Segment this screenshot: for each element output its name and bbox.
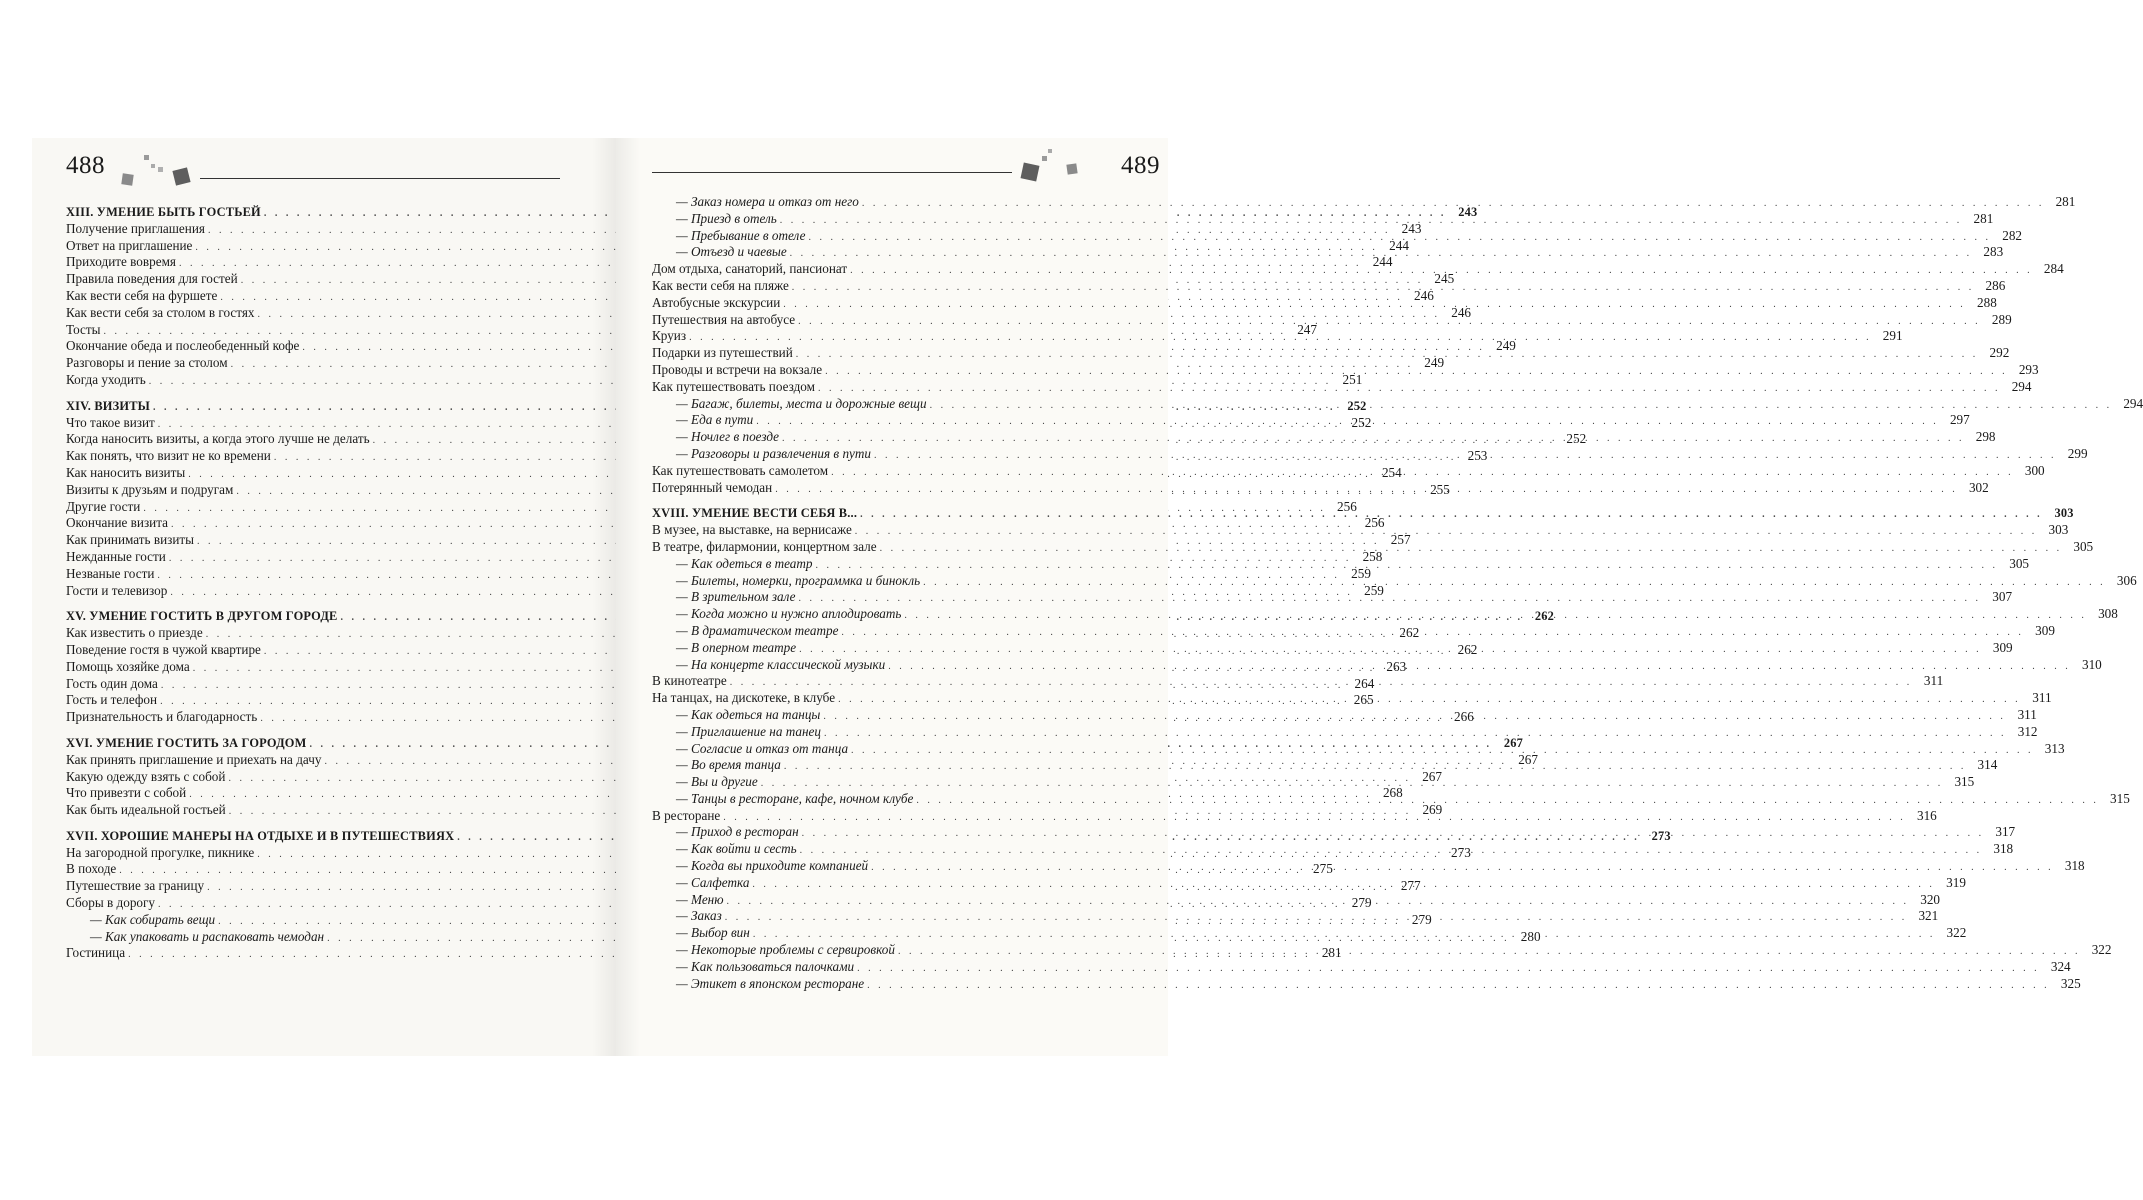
entry-title: Получение приглашения	[66, 220, 205, 236]
entry-title: Что такое визит	[66, 414, 155, 430]
entry-page-number: 256	[1337, 498, 1357, 514]
entry-page-number: 253	[1467, 448, 1488, 464]
dot-leader	[784, 759, 1967, 776]
dot-leader	[824, 726, 2007, 743]
entry-title: Признательность и благодарность	[66, 709, 258, 725]
entry-page-number: 264	[1354, 675, 1375, 691]
dot-leader	[689, 330, 1872, 347]
dot-leader	[816, 558, 1999, 575]
entry-page-number: 269	[1422, 802, 1443, 818]
entry-title: Ответ на приглашение	[66, 237, 193, 253]
dot-leader	[783, 297, 1966, 314]
dot-leader	[904, 608, 2087, 625]
entry-title: Гости и телевизор	[66, 582, 168, 598]
entry-title: Нежданные гости	[66, 548, 166, 564]
entry-title: В музее, на выставке, на вернисаже	[652, 522, 852, 538]
dot-leader	[880, 541, 2063, 558]
entry-title: — Заказ	[676, 908, 722, 924]
entry-page-number: 284	[2043, 261, 2064, 277]
entry-page-number: 286	[1985, 277, 2006, 293]
dot-leader	[790, 246, 1973, 263]
dot-leader	[761, 776, 1944, 793]
entry-page-number: 252	[1347, 398, 1367, 413]
entry-title: Как путешествовать самолетом	[652, 462, 829, 478]
dot-leader	[818, 381, 2001, 398]
entry-title: Приходите вовремя	[66, 254, 176, 270]
entry-page-number: 305	[2073, 538, 2094, 554]
toc-subentry	[652, 975, 2081, 993]
entry-page-number: 267	[1503, 735, 1524, 750]
decor-square	[1042, 156, 1047, 161]
entry-title: Другие гости	[66, 498, 141, 514]
entry-title: Тосты	[66, 321, 101, 337]
entry-page-number: 267	[1518, 751, 1538, 767]
entry-title: Как принимать визиты	[66, 532, 195, 548]
entry-title: Подарки из путешествий	[652, 345, 793, 361]
entry-page-number: 267	[1422, 768, 1442, 784]
entry-page-number: 316	[1916, 807, 1937, 823]
dot-leader	[860, 507, 2043, 524]
entry-title: Как путешествовать поездом	[652, 378, 815, 394]
entry-title: Как вести себя на пляже	[652, 277, 789, 293]
entry-title: В походе	[66, 861, 117, 877]
entry-title: — Багаж, билеты, места и дорожные вещи	[676, 395, 927, 411]
dot-leader	[782, 431, 1965, 448]
entry-page-number: 252	[1566, 431, 1587, 447]
toc-subentry	[652, 194, 2076, 211]
entry-page-number: 266	[1454, 709, 1474, 725]
entry-title: — Ночлег в поезде	[676, 429, 780, 445]
entry-page-number: 247	[1297, 321, 1317, 337]
dot-leader	[730, 675, 1913, 692]
entry-page-number: 281	[1321, 945, 1342, 961]
dot-leader	[841, 625, 2024, 642]
dot-leader	[799, 591, 1982, 608]
dot-leader	[775, 482, 1958, 499]
entry-title: — Как упаковать и распаковать чемодан	[90, 928, 325, 944]
entry-page-number: 310	[2081, 656, 2102, 672]
entry-title: — Приезд в отель	[676, 210, 777, 226]
entry-title: Окончание визита	[66, 515, 168, 531]
decor-square	[1048, 149, 1052, 153]
entry-page-number: 268	[1382, 785, 1403, 801]
dot-leader	[780, 213, 1963, 230]
entry-title: XIV. ВИЗИТЫ	[66, 398, 151, 413]
entry-title: На танцах, на дискотеке, в клубе	[652, 690, 836, 706]
entry-page-number: 256	[1364, 515, 1385, 531]
entry-page-number: 243	[1458, 205, 1478, 219]
page-number: 488	[66, 152, 105, 179]
entry-page-number: 313	[2044, 740, 2065, 756]
dot-leader	[898, 944, 2081, 961]
entry-title: — Согласие и отказ от танца	[676, 740, 849, 756]
dot-leader	[862, 196, 2045, 213]
entry-title: Поведение гостя в чужой квартире	[66, 641, 261, 657]
entry-page-number: 325	[2060, 975, 2081, 991]
entry-page-number: 273	[1651, 828, 1671, 843]
dot-leader	[799, 642, 1982, 659]
header-rule	[200, 178, 560, 179]
dot-leader	[796, 347, 1979, 364]
entry-title: — Меню	[676, 891, 724, 907]
decor-square	[144, 155, 149, 160]
dot-leader	[809, 230, 1992, 247]
entry-page-number: 314	[1977, 757, 1998, 773]
entry-page-number: 303	[2054, 506, 2074, 521]
entry-page-number: 306	[2116, 572, 2137, 588]
entry-page-number: 273	[1451, 844, 1471, 860]
entry-title: — Вы и другие	[676, 774, 758, 790]
entry-title: — Салфетка	[676, 874, 750, 890]
entry-page-number: 275	[1313, 861, 1333, 877]
dot-leader	[800, 843, 1983, 860]
decor-square	[1066, 163, 1077, 174]
entry-page-number: 292	[1989, 345, 2010, 361]
entry-page-number: 246	[1414, 287, 1434, 303]
entry-page-number: 280	[1520, 928, 1541, 944]
entry-title: Как принять приглашение и приехать на дачу	[66, 751, 322, 767]
entry-page-number: 246	[1451, 304, 1472, 320]
entry-title: — Выбор вин	[676, 925, 750, 941]
entry-page-number: 254	[1381, 464, 1402, 480]
entry-page-number: 244	[1372, 254, 1393, 270]
entry-page-number: 279	[1351, 895, 1372, 911]
entry-page-number: 259	[1364, 582, 1384, 598]
entry-title: XVII. ХОРОШИЕ МАНЕРЫ НА ОТДЫХЕ И В ПУТЕШЕСТВИЯХ	[66, 828, 455, 843]
entry-title: Потерянный чемодан	[652, 479, 773, 495]
entry-title: — Как войти и сесть	[676, 841, 797, 857]
dot-leader	[725, 910, 1908, 927]
dot-leader	[888, 659, 2071, 676]
gutter-shadow	[616, 138, 640, 1056]
entry-page-number: 262	[1399, 625, 1420, 641]
entry-page-number: 302	[1968, 479, 1989, 495]
dot-leader	[823, 709, 2006, 726]
dot-leader	[857, 961, 2040, 978]
dot-leader	[727, 894, 1910, 911]
entry-page-number: 293	[2018, 361, 2039, 377]
entry-page-number: 249	[1496, 338, 1516, 354]
entry-title: — Как собирать вещи	[90, 911, 216, 927]
open-book	[32, 138, 2143, 1056]
entry-title: — Приход в ресторан	[676, 824, 799, 840]
dot-leader	[752, 877, 1935, 894]
entry-title: Как быть идеальной гостьей	[66, 802, 226, 818]
entry-title: Дом отдыха, санаторий, пансионат	[652, 261, 848, 277]
entry-title: Как наносить визиты	[66, 464, 186, 480]
entry-page-number: 281	[2055, 194, 2076, 209]
entry-title: Правила поведения для гостей	[66, 271, 238, 287]
decor-square	[172, 167, 190, 185]
entry-title: — На концерте классической музыки	[676, 656, 886, 672]
entry-page-number: 322	[1946, 925, 1967, 941]
entry-title: Когда наносить визиты, а когда этого лучше не делать	[66, 431, 370, 447]
entry-page-number: 311	[2017, 706, 2037, 722]
entry-page-number: 243	[1401, 220, 1422, 236]
entry-page-number: 288	[1977, 294, 1997, 310]
entry-page-number: 315	[1954, 774, 1975, 790]
entry-title: — Когда вы приходите компанией	[676, 858, 869, 874]
entry-title: — Билеты, номерки, программка и бинокль	[676, 572, 921, 588]
entry-page-number: 324	[2050, 958, 2071, 974]
entry-title: — Отъезд и чаевые	[676, 244, 787, 260]
entry-title: — Этикет в японском ресторане	[676, 975, 865, 991]
entry-title: Путешествие за границу	[66, 878, 205, 894]
entry-title: — Приглашение на танец	[676, 723, 822, 739]
entry-title: На загородной прогулке, пикнике	[66, 844, 255, 860]
entry-title: Что привезти с собой	[66, 785, 187, 801]
entry-title: XVIII. УМЕНИЕ ВЕСТИ СЕБЯ В...	[652, 506, 858, 521]
entry-title: В кинотеатре	[652, 673, 727, 689]
dot-leader	[850, 263, 2033, 280]
entry-page-number: 322	[2091, 942, 2112, 958]
entry-page-number: 282	[2002, 227, 2022, 243]
entry-title: Круиз	[652, 328, 687, 344]
entry-title: XIII. УМЕНИЕ БЫТЬ ГОСТЬЕЙ	[66, 205, 261, 219]
dot-leader	[756, 414, 1939, 431]
page-number: 489	[1121, 152, 1160, 179]
entry-page-number: 249	[1424, 355, 1445, 371]
entry-title: Как известить о приезде	[66, 625, 203, 641]
entry-title: Разговоры и пение за столом	[66, 355, 228, 371]
dot-leader	[867, 978, 2050, 995]
dot-leader	[753, 927, 1936, 944]
entry-title: В ресторане	[652, 807, 721, 823]
entry-title: Гость и телефон	[66, 692, 158, 708]
entry-page-number: 289	[1991, 311, 2012, 327]
entry-title: XV. УМЕНИЕ ГОСТИТЬ В ДРУГОМ ГОРОДЕ	[66, 609, 338, 624]
entry-title: Как вести себя на фуршете	[66, 287, 218, 303]
entry-title: Визиты к друзьям и подругам	[66, 481, 234, 497]
entry-page-number: 319	[1946, 874, 1966, 890]
entry-page-number: 320	[1920, 891, 1941, 907]
entry-title: — Некоторые проблемы с сервировкой	[676, 942, 895, 958]
entry-title: — Как одеться в театр	[676, 555, 813, 571]
entry-page-number: 297	[1949, 412, 1970, 428]
dot-leader	[851, 743, 2034, 760]
entry-title: Гостиница	[66, 945, 126, 961]
entry-page-number: 294	[2011, 378, 2032, 394]
entry-page-number: 311	[1923, 673, 1944, 689]
toc-subentry	[652, 958, 2071, 976]
dot-leader	[792, 280, 1975, 297]
entry-title: Проводы и встречи на вокзале	[652, 361, 823, 377]
entry-title: Незваные гости	[66, 565, 155, 581]
dot-leader	[855, 524, 2038, 541]
dot-leader	[871, 860, 2054, 877]
entry-page-number: 318	[1993, 841, 2014, 857]
entry-page-number: 308	[2098, 606, 2118, 622]
entry-page-number: 298	[1975, 429, 1996, 445]
entry-title: Помощь хозяйке дома	[66, 658, 190, 674]
entry-page-number: 279	[1411, 911, 1432, 927]
entry-page-number: 283	[1983, 244, 2004, 260]
entry-page-number: 263	[1386, 658, 1407, 674]
entry-page-number: 307	[1992, 589, 2013, 605]
dot-leader	[825, 364, 2008, 381]
entry-page-number: 262	[1457, 641, 1478, 657]
entry-page-number: 291	[1882, 328, 1903, 344]
decor-square	[1021, 163, 1040, 182]
dot-leader	[723, 810, 1906, 827]
dot-leader	[802, 826, 1985, 843]
entry-page-number: 258	[1362, 548, 1383, 564]
entry-title: — В оперном театре	[676, 639, 797, 655]
entry-page-number: 305	[2009, 555, 2030, 571]
entry-page-number: 244	[1389, 237, 1409, 253]
entry-page-number: 255	[1430, 481, 1450, 497]
entry-page-number: 257	[1390, 532, 1411, 548]
entry-page-number: 245	[1434, 271, 1455, 287]
entry-title: — В драматическом театре	[676, 622, 839, 638]
entry-page-number: 252	[1351, 414, 1372, 430]
entry-page-number: 277	[1400, 878, 1421, 894]
decor-square	[121, 173, 133, 185]
entry-title: Когда уходить	[66, 371, 146, 387]
entry-title: XVI. УМЕНИЕ ГОСТИТЬ ЗА ГОРОДОМ	[66, 735, 307, 750]
dot-leader	[874, 448, 2057, 465]
entry-title: — Пребывание в отеле	[676, 227, 806, 243]
entry-page-number: 317	[1995, 824, 2016, 840]
entry-title: Как вести себя за столом в гостях	[66, 304, 255, 320]
entry-page-number: 309	[2035, 622, 2055, 638]
entry-page-number: 300	[2024, 462, 2045, 478]
entry-page-number: 321	[1918, 908, 1939, 924]
entry-title: — Когда можно и нужно аплодировать	[676, 606, 902, 622]
toc-subentry	[652, 723, 2038, 741]
entry-title: — Во время танца	[676, 757, 781, 773]
entry-page-number: 265	[1353, 692, 1374, 708]
decor-square	[158, 167, 163, 172]
entry-title: — В зрительном зале	[676, 589, 796, 605]
entry-page-number: 294	[2123, 395, 2143, 411]
header-rule	[652, 172, 1012, 173]
entry-title: — Как одеться на танцы	[676, 706, 821, 722]
entry-page-number: 318	[2064, 858, 2085, 874]
entry-page-number: 259	[1351, 565, 1371, 581]
decor-square	[151, 164, 155, 168]
entry-page-number: 299	[2067, 445, 2088, 461]
dot-leader	[930, 398, 2113, 415]
entry-title: Как понять, что визит не ко времени	[66, 448, 271, 464]
dot-leader	[838, 692, 2021, 709]
entry-title: — Разговоры и развлечения в пути	[676, 445, 872, 461]
entry-title: Какую одежду взять с собой	[66, 768, 226, 784]
dot-leader	[923, 575, 2106, 592]
entry-page-number: 251	[1342, 371, 1363, 387]
entry-title: — Как пользоваться палочками	[676, 958, 855, 974]
entry-title: — Танцы в ресторане, кафе, ночном клубе	[676, 790, 914, 806]
entry-page-number: 309	[1992, 639, 2013, 655]
dot-leader	[798, 314, 1981, 331]
entry-page-number: 315	[2110, 790, 2130, 806]
entry-title: — Еда в пути	[676, 412, 754, 428]
entry-title: Гость один дома	[66, 675, 158, 691]
entry-title: Сборы в дорогу	[66, 895, 156, 911]
entry-title: Автобусные экскурсии	[652, 294, 781, 310]
entry-page-number: 303	[2048, 522, 2069, 538]
entry-page-number: 312	[2017, 723, 2038, 739]
dot-leader	[831, 465, 2014, 482]
entry-title: Окончание обеда и послеобеденный кофе	[66, 338, 300, 354]
entry-page-number: 262	[1534, 609, 1555, 624]
entry-page-number: 311	[2032, 690, 2052, 706]
entry-title: — Заказ номера и отказ от него	[676, 194, 859, 209]
entry-title: В театре, филармонии, концертном зале	[652, 538, 877, 554]
entry-title: Путешествия на автобусе	[652, 311, 796, 327]
entry-page-number: 281	[1973, 210, 1994, 226]
